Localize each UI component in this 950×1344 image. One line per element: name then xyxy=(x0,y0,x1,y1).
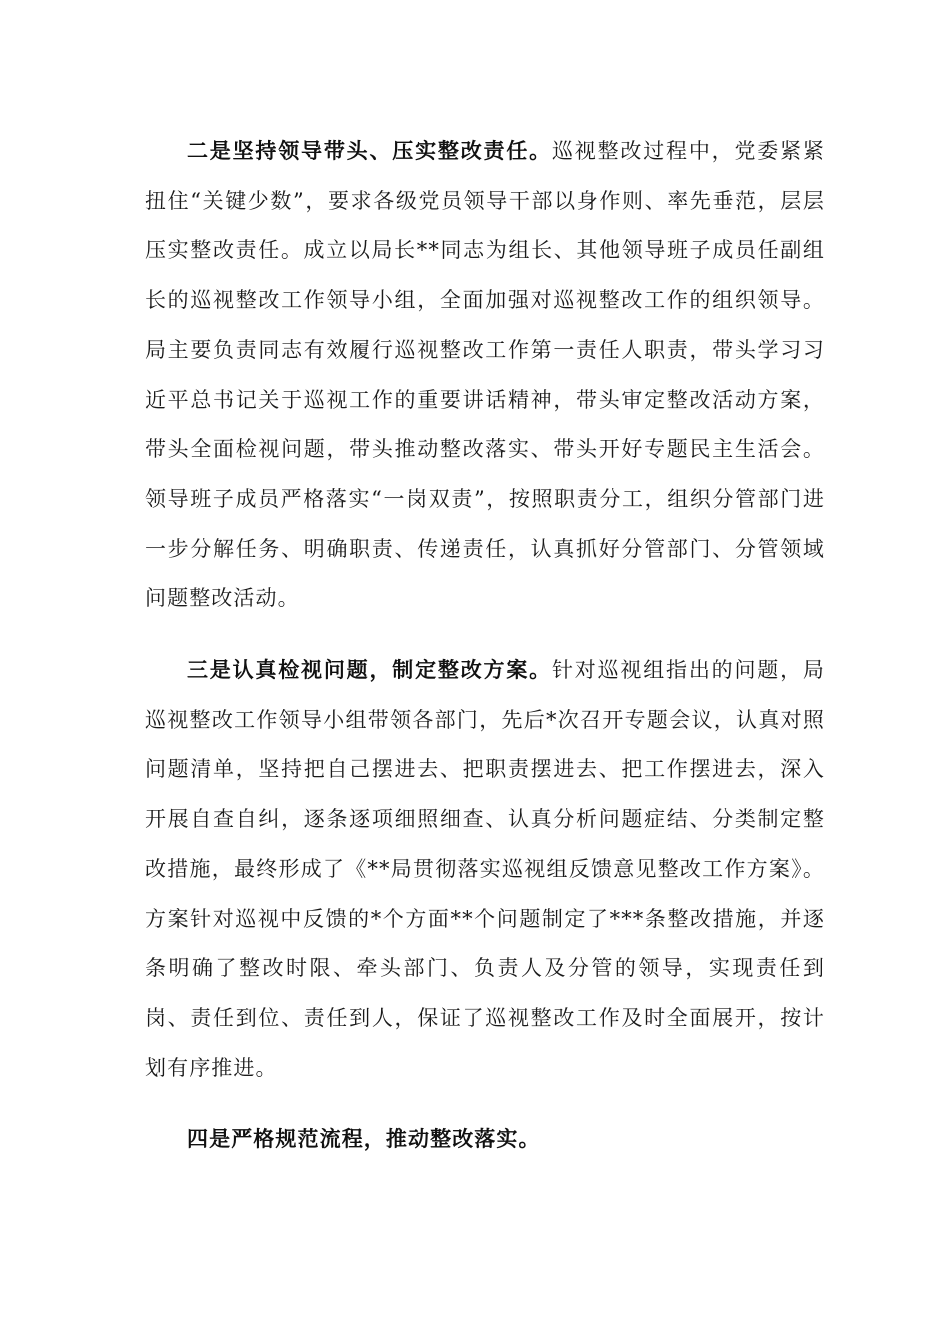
paragraph-text: 针对巡视组指出的问题，局巡视整改工作领导小组带领各部门，先后*次召开专题会议，认真对照问题清单，坚持把自己摆进去、把职责摆进去、把工作摆进去，深入开展自查自纠，逐条逐项细照细查、认真分析问题症结、分类制定整改措施，最终形成了《**局贯彻落实巡视组反馈意见整改工作方案》。方案针对巡视中反馈的*个方面**个问题制定了***条整改措施，并逐条明确了整改时限、牵头部门、负责人及分管的领导，实现责任到岗、责任到位、责任到人，保证了巡视整改工作及时全面展开，按计划有序推进。 xyxy=(145,658,825,1080)
paragraph-heading: 二是坚持领导带头、压实整改责任。 xyxy=(187,139,552,163)
paragraph-2 xyxy=(145,127,825,624)
paragraph-3 xyxy=(145,646,825,1093)
paragraph-heading: 三是认真检视问题，制定整改方案。 xyxy=(187,658,552,683)
paragraph-text: 巡视整改过程中，党委紧紧扭住“关键少数”，要求各级党员领导干部以身作则、率先垂范，层层压实整改责任。成立以局长**同志为组长、其他领导班子成员任副组长的巡视整改工作领导小组，全面加强对巡视整改工作的组织领导。局主要负责同志有效履行巡视整改工作第一责任人职责，带头学习习近平总书记关于巡视工作的重要讲话精神，带头审定整改活动方案，带头全面检视问题，带头推动整改落实、带头开好专题民主生活会。领导班子成员严格落实“一岗双责”，按照职责分工，组织分管部门进一步分解任务、明确职责、传递责任，认真抓好分管部门、分管领域问题整改活动。 xyxy=(145,139,825,611)
document-body xyxy=(145,127,825,1187)
paragraph-heading: 四是严格规范流程，推动整改落实。 xyxy=(187,1127,541,1152)
paragraph-4 xyxy=(145,1115,825,1165)
